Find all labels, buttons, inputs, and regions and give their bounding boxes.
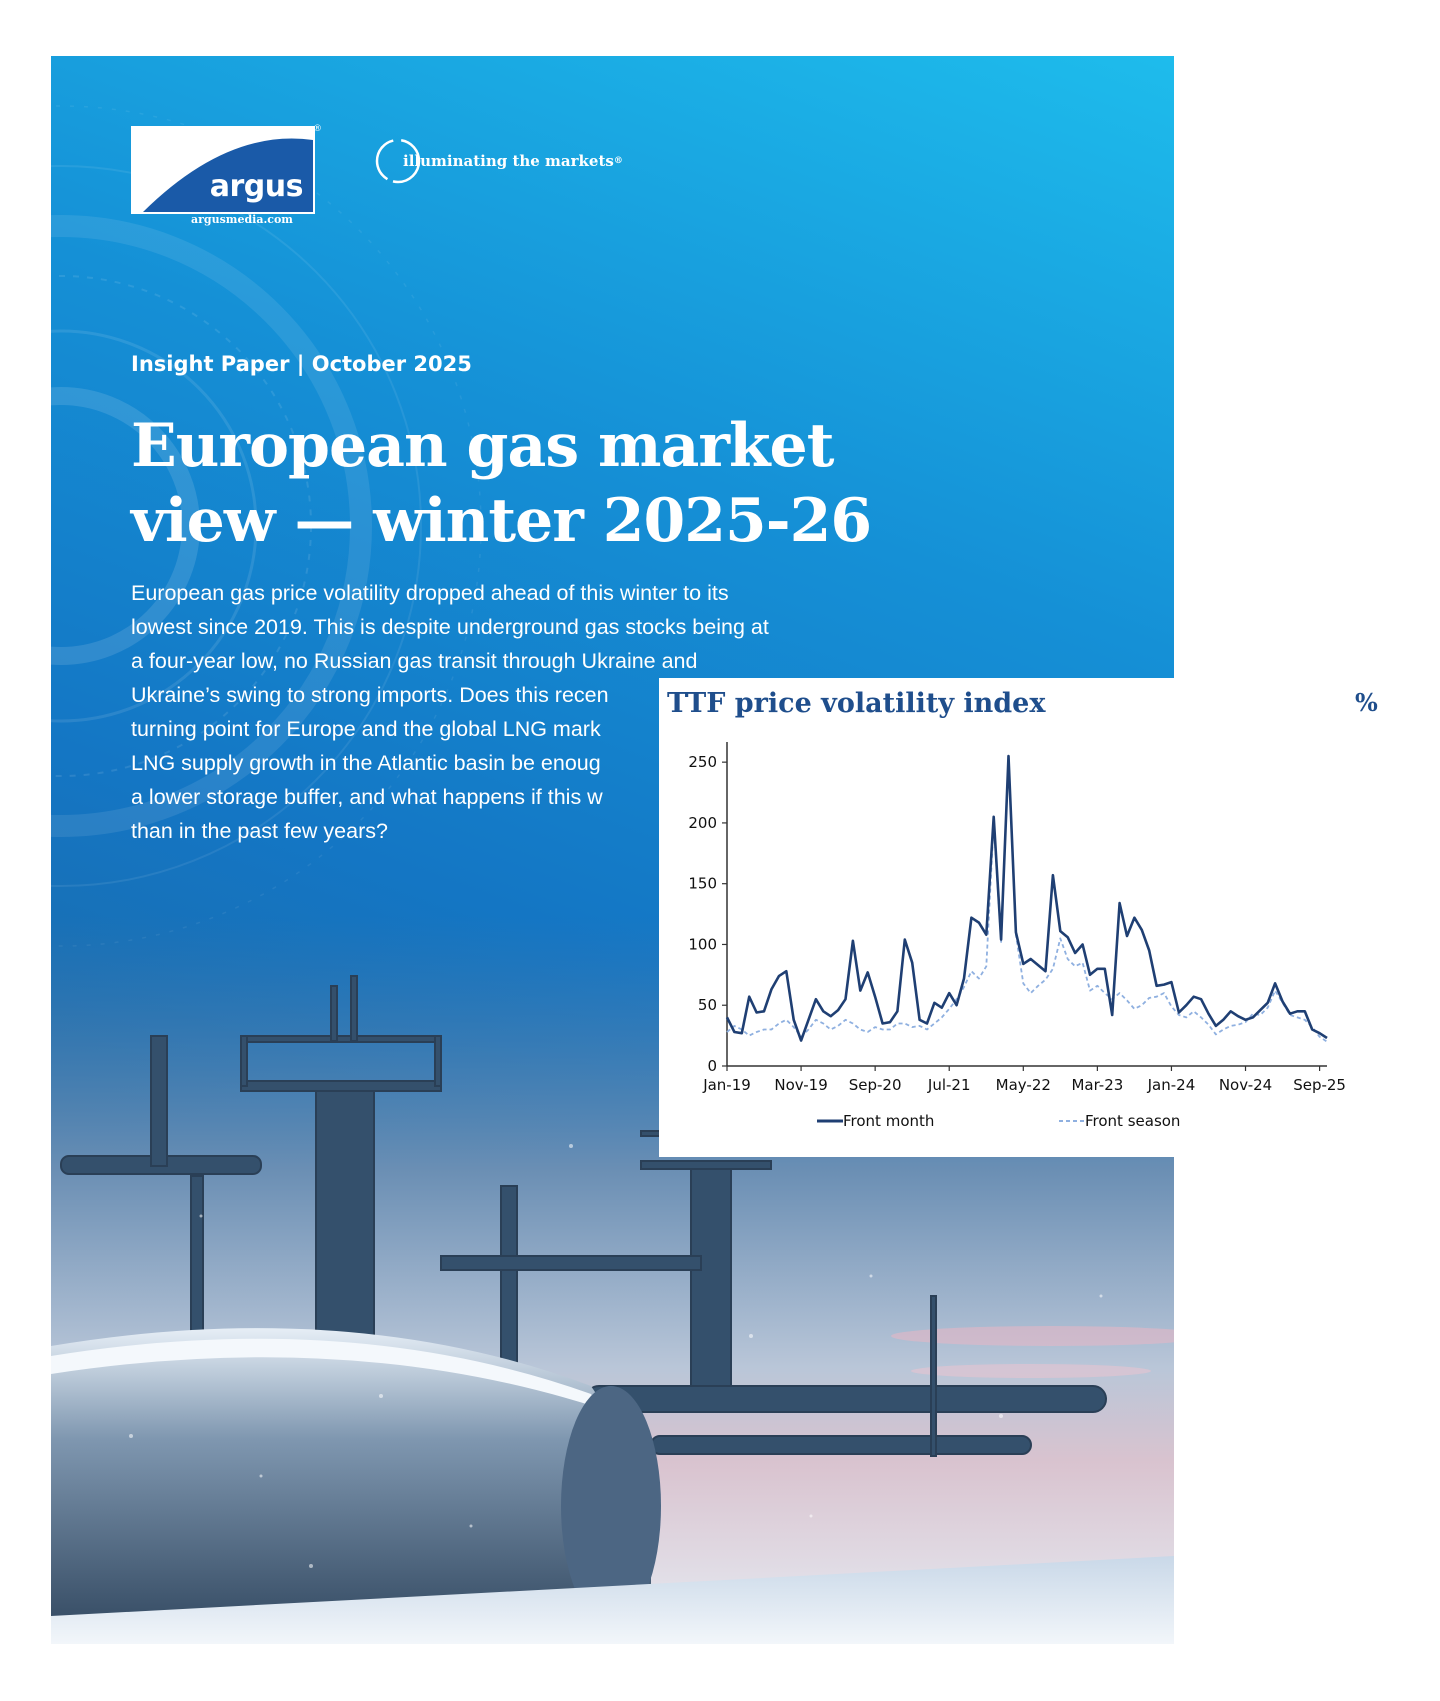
- x-tick-label: Jan-24: [1147, 1076, 1196, 1094]
- legend-label: Front season: [1085, 1112, 1181, 1130]
- x-tick-label: Nov-19: [774, 1076, 828, 1094]
- volatility-chart-card: [659, 678, 1396, 1157]
- description-line: Ukraine’s swing to strong imports. Does this recen: [131, 683, 609, 707]
- description-line: European gas price volatility dropped ahead of this winter to its: [131, 581, 729, 605]
- legend-label: Front month: [843, 1112, 935, 1130]
- y-tick-label: 150: [688, 874, 717, 893]
- description-line: LNG supply growth in the Atlantic basin be enoug: [131, 751, 601, 775]
- description-line: lowest since 2019. This is despite underground gas stocks being at: [131, 615, 769, 639]
- x-tick-label: Jul-21: [927, 1076, 971, 1094]
- series-line-front-month: [727, 756, 1327, 1040]
- x-tick-label: May-22: [995, 1076, 1051, 1094]
- y-tick-label: 0: [707, 1057, 717, 1075]
- x-tick-label: Nov-24: [1218, 1076, 1273, 1094]
- tagline: [373, 136, 623, 186]
- description-line: a four-year low, no Russian gas transit through Ukraine and: [131, 649, 698, 673]
- y-tick-label: 100: [688, 935, 717, 954]
- volatility-line-chart: [659, 678, 1396, 1157]
- logo-registered-mark: ®: [313, 124, 322, 134]
- logo-wordmark: argus: [209, 169, 303, 204]
- description-line: turning point for Europe and the global LNG mark: [131, 717, 601, 741]
- chart-title: TTF price volatility index: [667, 688, 1046, 719]
- description-line: than in the past few years?: [131, 819, 388, 843]
- chart-unit-label: %: [1355, 688, 1378, 717]
- tagline-text: illuminating the markets: [403, 152, 614, 170]
- title-line: view — winter 2025-26: [131, 486, 872, 556]
- x-tick-label: Jan-19: [703, 1076, 751, 1094]
- y-tick-label: 250: [688, 753, 717, 772]
- x-tick-label: Mar-23: [1071, 1076, 1124, 1094]
- x-tick-label: Sep-20: [848, 1076, 902, 1094]
- argus-logo: [131, 126, 315, 214]
- x-tick-label: Sep-25: [1293, 1076, 1346, 1094]
- report-title: [131, 409, 891, 559]
- description-line: a lower storage buffer, and what happens if this w: [131, 785, 603, 809]
- y-tick-label: 50: [697, 996, 717, 1015]
- logo-url: argusmedia.com: [191, 213, 293, 226]
- y-tick-label: 200: [688, 813, 717, 832]
- tagline-registered-mark: ®: [613, 156, 623, 166]
- report-eyebrow: Insight Paper | October 2025: [131, 352, 472, 376]
- title-line: European gas market: [131, 411, 834, 481]
